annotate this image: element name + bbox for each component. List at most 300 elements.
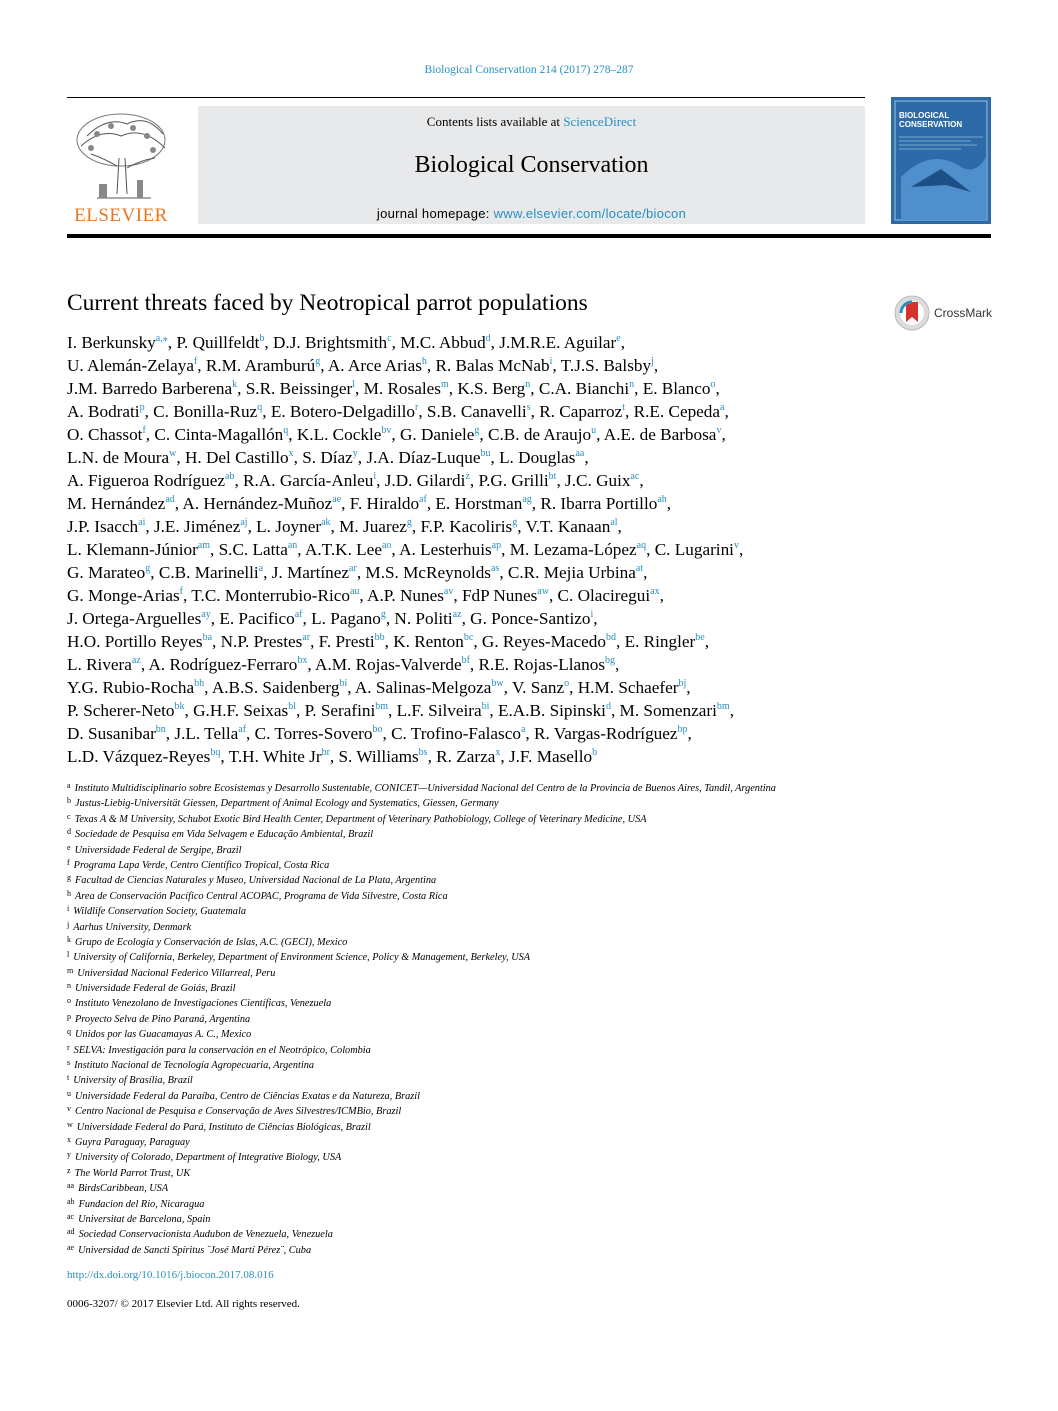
author-name[interactable]: J.F. Masello: [508, 747, 593, 766]
author-affiliation-mark[interactable]: bs: [418, 747, 428, 758]
affiliation-text: Aarhus University, Denmark: [73, 921, 192, 933]
author-affiliation-mark[interactable]: ae: [332, 494, 342, 505]
journal-citation[interactable]: Biological Conservation 214 (2017) 278–287: [424, 64, 634, 76]
affiliation-letter: i: [67, 904, 70, 914]
affiliation-letter: v: [67, 1104, 71, 1114]
affiliation-letter: m: [67, 965, 74, 975]
author-affiliation-mark[interactable]: y: [352, 448, 358, 459]
author-affiliation-mark[interactable]: v: [716, 425, 722, 436]
author-name[interactable]: T.C. Monterrubio-Rico: [191, 586, 350, 605]
author-name[interactable]: J.P. Isacch: [67, 517, 139, 536]
author-affiliation-mark[interactable]: p: [139, 402, 145, 413]
author-name[interactable]: J. Martínez: [271, 563, 350, 582]
author-name[interactable]: J.L. Tella: [174, 724, 239, 743]
author-affiliation-mark[interactable]: bj: [678, 678, 687, 689]
affiliation-letter: a: [67, 781, 71, 790]
affiliation-text: Universidade Federal de Sergipe, Brazil: [74, 844, 242, 856]
author-line: G. Marateo$^g$, C.B. Marinelli$^a$, J. Martínez$^{ar}$, M.S. McReynolds$^{as}$, C.R. Mejia Urbina$^{at}$,: [67, 563, 648, 582]
affiliation-text: Instituto Multidisciplinario sobre Ecosistemas y Desarrollo Sustentable, CONICET—Universidad Nacional del Centro de la Provincia de Buenos Aires, Tandil, Argentina: [74, 783, 776, 794]
author-affiliation-mark[interactable]: l: [352, 379, 355, 390]
author-name[interactable]: A.P. Nunes: [367, 586, 444, 605]
affiliation-item: [67, 1043, 967, 1058]
author-affiliation-mark[interactable]: bm: [716, 701, 730, 712]
affiliation-item: [67, 1058, 967, 1073]
affiliation-text: Facultad de Ciencias Naturales y Museo, Universidad Nacional de La Plata, Argentina: [75, 875, 437, 887]
affiliation-letter: t: [67, 1073, 70, 1083]
affiliation-text: Centro Nacional de Pesquisa e Conservação de Aves Silvestres/ICMBio, Brazil: [75, 1106, 402, 1118]
author-affiliation-mark[interactable]: c: [387, 333, 392, 344]
doi-link[interactable]: http://dx.doi.org/10.1016/j.biocon.2017.08.016: [67, 1269, 274, 1281]
author-name[interactable]: J.E. Jiménez: [153, 517, 241, 536]
author-name[interactable]: L. Klemann-Júnior: [67, 540, 198, 559]
author-name[interactable]: C. Torres-Sovero: [254, 724, 373, 743]
author-name[interactable]: S. Díaz: [302, 448, 353, 467]
author-affiliation-mark[interactable]: h: [421, 356, 427, 367]
author-affiliation-mark[interactable]: bc: [463, 632, 474, 643]
affiliation-text: Universidade Federal da Paraíba, Centro de Ciências Exatas e da Natureza, Brazil: [75, 1090, 421, 1102]
affiliation-text: Grupo de Ecología y Conservación de Islas, A.C. (GECI), Mexico: [75, 936, 348, 948]
journal-cover[interactable]: [891, 97, 991, 224]
author-affiliation-mark[interactable]: w: [169, 448, 177, 459]
author-name[interactable]: L.F. Silveira: [396, 701, 482, 720]
author-affiliation-mark[interactable]: q: [257, 402, 263, 413]
affiliation-item: [67, 1197, 967, 1212]
author-name[interactable]: R. Balas McNab: [435, 356, 550, 375]
author-affiliation-mark[interactable]: ar: [302, 632, 311, 643]
affiliation-item: [67, 966, 967, 981]
affiliation-letter: ac: [67, 1211, 75, 1221]
author-affiliation-mark[interactable]: ad: [165, 494, 175, 505]
author-affiliation-mark[interactable]: o: [710, 379, 716, 390]
affiliation-item: [67, 781, 967, 796]
affiliation-item: [67, 796, 967, 811]
header-thick-rule: [67, 234, 991, 238]
author-affiliation-mark[interactable]: g: [512, 517, 518, 528]
author-affiliation-mark[interactable]: bx: [297, 655, 308, 666]
author-name[interactable]: V.T. Kanaan: [525, 517, 611, 536]
affiliation-text: Instituto Venezolano de Investigaciones Científicas, Venezuela: [75, 998, 332, 1010]
author-name[interactable]: R.E. Cepeda: [633, 402, 721, 421]
affiliation-item: [67, 1243, 967, 1258]
author-name[interactable]: F.P. Kacoliris: [420, 517, 513, 536]
affiliation-letter: ad: [67, 1227, 75, 1237]
affiliation-letter: ae: [67, 1242, 75, 1252]
author-affiliation-mark[interactable]: r: [414, 402, 419, 413]
author-affiliation-mark[interactable]: a,⁎: [155, 333, 168, 344]
affiliation-item: [67, 858, 967, 873]
author-name[interactable]: P. Quillfeldt: [176, 333, 260, 352]
author-name[interactable]: C. Olaciregui: [557, 586, 651, 605]
affiliation-text: Universidad de Sancti Spíritus ¨José Martí Pérez¨, Cuba: [78, 1244, 312, 1256]
author-affiliation-mark[interactable]: ba: [202, 632, 213, 643]
author-affiliation-mark[interactable]: g: [474, 425, 480, 436]
author-affiliation-mark[interactable]: aj: [240, 517, 248, 528]
author-affiliation-mark[interactable]: x: [288, 448, 294, 459]
affiliation-letter: y: [67, 1150, 71, 1160]
author-line: I. Berkunsky$^{a,⁎}$, P. Quillfeldt$^b$, D.J. Brightsmith$^c$, M.C. Abbud$^d$, J.M.R.E. Aguilar$^e$,: [67, 333, 625, 352]
author-name[interactable]: L. Rivera: [67, 655, 132, 674]
author-name[interactable]: K.L. Cockle: [296, 425, 382, 444]
author-name[interactable]: R. Vargas-Rodríguez: [533, 724, 678, 743]
homepage-prefix: journal homepage:: [376, 206, 494, 221]
author-affiliation-mark[interactable]: d: [485, 333, 491, 344]
affiliation-text: Justus-Liebig-Universität Giessen, Department of Animal Ecology and Systematics, Giessen, Germany: [75, 798, 499, 810]
author-affiliation-mark[interactable]: i: [373, 471, 377, 482]
author-affiliation-mark[interactable]: ak: [321, 517, 331, 528]
author-list: [67, 331, 947, 768]
journal-banner: [198, 106, 865, 224]
author-affiliation-mark[interactable]: br: [321, 747, 330, 758]
author-affiliation-mark[interactable]: bp: [677, 724, 688, 735]
author-name[interactable]: U. Alemán-Zelaya: [67, 356, 194, 375]
affiliation-text: Universidad Nacional Federico Villarreal, Peru: [77, 967, 276, 979]
affiliation-text: Guyra Paraguay, Paraguay: [75, 1136, 190, 1148]
author-name[interactable]: J.D. Gilardi: [384, 471, 466, 490]
author-name[interactable]: S.C. Latta: [218, 540, 288, 559]
affiliation-letter: p: [67, 1011, 71, 1021]
affiliation-letter: e: [67, 842, 71, 852]
author-name[interactable]: O. Chassot: [67, 425, 143, 444]
author-affiliation-mark[interactable]: f: [193, 356, 198, 367]
author-affiliation-mark[interactable]: ay: [201, 609, 211, 620]
author-name[interactable]: C. Bonilla-Ruz: [153, 402, 258, 421]
author-name[interactable]: G. Marateo: [67, 563, 146, 582]
author-name[interactable]: H.O. Portillo Reyes: [67, 632, 203, 651]
affiliation-letter: l: [67, 950, 70, 960]
author-affiliation-mark[interactable]: bm: [375, 701, 389, 712]
author-affiliation-mark[interactable]: n: [629, 379, 635, 390]
affiliation-text: Sociedad Conservacionista Audubon de Venezuela, Venezuela: [78, 1229, 333, 1241]
author-line: M. Hernández$^{ad}$, A. Hernández-Muñoz$^{ae}$, F. Hiraldo$^{af}$, E. Horstman$^{ag}$, R. Ibarra Portillo$^{ah}$,: [67, 494, 672, 513]
author-affiliation-mark[interactable]: f: [179, 586, 183, 597]
affiliation-text: Universitat de Barcelona, Spain: [78, 1213, 211, 1225]
author-affiliation-mark[interactable]: ah: [657, 494, 667, 505]
author-name[interactable]: C.A. Bianchi: [538, 379, 630, 398]
affiliation-text: Proyecto Selva de Pino Paraná, Argentina: [75, 1013, 251, 1025]
author-name[interactable]: M. Lezama-López: [509, 540, 637, 559]
author-affiliation-mark[interactable]: u: [591, 425, 597, 436]
author-name[interactable]: F. Presti: [318, 632, 375, 651]
affiliation-item: [67, 1150, 967, 1165]
affiliation-item: [67, 1212, 967, 1227]
author-name[interactable]: Y.G. Rubio-Rocha: [67, 678, 195, 697]
author-name[interactable]: A. Salinas-Melgoza: [354, 678, 492, 697]
author-affiliation-mark[interactable]: bu: [480, 448, 491, 459]
author-name[interactable]: M. Juarez: [339, 517, 407, 536]
author-name[interactable]: G. Daniele: [399, 425, 475, 444]
affiliation-item: [67, 1012, 967, 1027]
author-affiliation-mark[interactable]: ai: [138, 517, 146, 528]
affiliation-text: SELVA: Investigación para la conservación en el Neotrópico, Colombia: [73, 1044, 371, 1056]
author-name[interactable]: I. Berkunsky: [67, 333, 156, 352]
journal-title: Biological Conservation: [414, 152, 649, 178]
author-affiliation-mark[interactable]: e: [616, 333, 621, 344]
author-name[interactable]: M. Somenzari: [619, 701, 717, 720]
author-affiliation-mark[interactable]: v: [733, 540, 739, 551]
author-affiliation-mark[interactable]: bf: [461, 655, 470, 666]
affiliation-letter: r: [67, 1042, 70, 1052]
author-name[interactable]: M. Rosales: [363, 379, 441, 398]
author-affiliation-mark[interactable]: bb: [374, 632, 385, 643]
affiliation-item: [67, 1104, 967, 1119]
author-name[interactable]: L. Douglas: [499, 448, 576, 467]
affiliation-text: University of Colorado, Department of Integrative Biology, USA: [75, 1152, 342, 1164]
author-affiliation-mark[interactable]: av: [443, 586, 454, 597]
author-affiliation-mark[interactable]: t: [622, 402, 626, 413]
author-name[interactable]: E. Pacifico: [219, 609, 295, 628]
affiliation-letter: b: [67, 796, 71, 806]
author-name[interactable]: P. Scherer-Neto: [67, 701, 175, 720]
affiliation-letter: n: [67, 981, 71, 991]
author-affiliation-mark[interactable]: be: [695, 632, 705, 643]
author-affiliation-mark[interactable]: an: [287, 540, 298, 551]
author-name[interactable]: C. Trofino-Falasco: [391, 724, 521, 743]
author-name[interactable]: A.B.S. Saidenberg: [211, 678, 340, 697]
affiliation-list: [67, 781, 967, 1258]
author-affiliation-mark[interactable]: bn: [155, 724, 166, 735]
affiliation-text: Wildlife Conservation Society, Guatemala: [73, 906, 246, 918]
author-affiliation-mark[interactable]: f: [142, 425, 146, 436]
affiliation-item: [67, 1089, 967, 1104]
author-name[interactable]: S. Williams: [338, 747, 419, 766]
author-affiliation-mark[interactable]: b: [592, 747, 598, 758]
author-name[interactable]: A. Rodríguez-Ferraro: [148, 655, 298, 674]
affiliation-item: [67, 889, 967, 904]
author-affiliation-mark[interactable]: bg: [605, 655, 616, 666]
author-affiliation-mark[interactable]: a: [520, 724, 526, 735]
author-name[interactable]: N. Politi: [394, 609, 453, 628]
author-name[interactable]: P. Serafini: [304, 701, 376, 720]
author-name[interactable]: A.M. Rojas-Valverde: [315, 655, 462, 674]
affiliation-letter: k: [67, 934, 71, 944]
affiliation-item: [67, 996, 967, 1011]
affiliation-text: Unidos por las Guacamayas A. C., Mexico: [75, 1029, 252, 1041]
affiliation-letter: q: [67, 1027, 71, 1037]
author-affiliation-mark[interactable]: z: [465, 471, 470, 482]
author-line: U. Alemán-Zelaya$^f$, R.M. Aramburú$^g$, A. Arce Arias$^h$, R. Balas McNab$^i$, T.J.S. Balsby$^j$,: [67, 356, 659, 375]
author-name[interactable]: N.P. Prestes: [220, 632, 303, 651]
author-affiliation-mark[interactable]: q: [283, 425, 289, 436]
author-name[interactable]: R. Zarza: [436, 747, 496, 766]
affiliation-item: [67, 1073, 967, 1088]
author-affiliation-mark[interactable]: aq: [636, 540, 647, 551]
author-affiliation-mark[interactable]: bv: [381, 425, 392, 436]
author-name[interactable]: P.G. Grilli: [478, 471, 549, 490]
author-affiliation-mark[interactable]: al: [610, 517, 618, 528]
author-line: L. Rivera$^{az}$, A. Rodríguez-Ferraro$^{bx}$, A.M. Rojas-Valverde$^{bf}$, R.E. Rojas-Llanos$^{bg}$,: [67, 655, 620, 674]
author-affiliation-mark[interactable]: bq: [210, 747, 221, 758]
author-name[interactable]: L. Joyner: [256, 517, 322, 536]
author-affiliation-mark[interactable]: d: [605, 701, 611, 712]
author-line: H.O. Portillo Reyes$^{ba}$, N.P. Prestes$^{ar}$, F. Presti$^{bb}$, K. Renton$^{bc}$, G. Reyes-Macedo$^{bd}$, E. Ringler$^{be}$,: [67, 632, 709, 651]
author-affiliation-mark[interactable]: a: [258, 563, 264, 574]
author-affiliation-mark[interactable]: g: [145, 563, 151, 574]
author-name[interactable]: A.T.K. Lee: [304, 540, 382, 559]
author-affiliation-mark[interactable]: m: [440, 379, 449, 390]
author-name[interactable]: A. Lesterhuis: [399, 540, 492, 559]
author-name[interactable]: T.J.S. Balsby: [560, 356, 652, 375]
author-name[interactable]: D. Susanibar: [67, 724, 156, 743]
affiliation-item: [67, 843, 967, 858]
affiliation-item: [67, 904, 967, 919]
author-affiliation-mark[interactable]: ar: [349, 563, 357, 574]
author-affiliation-mark[interactable]: bi: [339, 678, 348, 689]
author-name[interactable]: J.M. Barredo Barberena: [67, 379, 233, 398]
author-affiliation-mark[interactable]: bw: [491, 678, 504, 689]
author-affiliation-mark[interactable]: bi: [481, 701, 490, 712]
affiliation-letter: o: [67, 996, 71, 1006]
affiliation-item: [67, 1120, 967, 1135]
author-affiliation-mark[interactable]: ax: [650, 586, 660, 597]
affiliation-item: [67, 812, 967, 827]
author-name[interactable]: J.C. Guix: [565, 471, 631, 490]
author-affiliation-mark[interactable]: at: [635, 563, 644, 574]
affiliation-item: [67, 950, 967, 965]
author-name[interactable]: G.H.F. Seixas: [193, 701, 289, 720]
author-name[interactable]: R.A. García-Anleu: [243, 471, 374, 490]
author-name[interactable]: K. Renton: [393, 632, 464, 651]
affiliation-text: Sociedade de Pesquisa em Vida Selvagem e Educação Ambiental, Brazil: [75, 829, 374, 841]
author-line: G. Monge-Arias$^f$, T.C. Monterrubio-Rico$^{au}$, A.P. Nunes$^{av}$, FdP Nunes$^{aw}$, C. Olaciregui$^{ax}$,: [67, 586, 664, 605]
homepage-link[interactable]: www.elsevier.com/locate/biocon: [493, 206, 687, 221]
author-name[interactable]: V. Sanz: [511, 678, 565, 697]
author-affiliation-mark[interactable]: i: [590, 609, 594, 620]
author-name[interactable]: J. Ortega-Arguelles: [67, 609, 202, 628]
author-affiliation-mark[interactable]: ac: [630, 471, 640, 482]
author-name[interactable]: C.B. de Araujo: [488, 425, 592, 444]
author-affiliation-mark[interactable]: x: [495, 747, 501, 758]
author-affiliation-mark[interactable]: g: [380, 609, 386, 620]
affiliation-letter: j: [67, 919, 70, 929]
author-name[interactable]: L.N. de Moura: [67, 448, 170, 467]
author-affiliation-mark[interactable]: bd: [606, 632, 616, 643]
author-affiliation-mark[interactable]: a: [720, 402, 725, 413]
affiliation-letter: d: [67, 827, 71, 837]
author-name[interactable]: T.H. White Jr: [228, 747, 322, 766]
author-affiliation-mark[interactable]: am: [197, 540, 211, 551]
author-name[interactable]: R. Ibarra Portillo: [540, 494, 658, 513]
author-affiliation-mark[interactable]: ao: [381, 540, 392, 551]
author-affiliation-mark[interactable]: as: [490, 563, 500, 574]
author-name[interactable]: G. Ponce-Santizo: [470, 609, 591, 628]
author-name[interactable]: R. Caparroz: [539, 402, 623, 421]
author-affiliation-mark[interactable]: bk: [174, 701, 185, 712]
author-affiliation-mark[interactable]: bt: [548, 471, 557, 482]
author-affiliation-mark[interactable]: au: [349, 586, 360, 597]
author-affiliation-mark[interactable]: j: [651, 356, 654, 367]
author-name[interactable]: S.R. Beissinger: [245, 379, 353, 398]
author-name[interactable]: C. Lugarini: [654, 540, 734, 559]
author-line: P. Scherer-Neto$^{bk}$, G.H.F. Seixas$^{bl}$, P. Serafini$^{bm}$, L.F. Silveira$^{bi}$, E.A.B. Sipinski$^d$, M. Somenzari$^{bm}$,: [67, 701, 734, 720]
affiliation-item: [67, 873, 967, 888]
author-name[interactable]: R.E. Rojas-Llanos: [478, 655, 606, 674]
author-line: Y.G. Rubio-Rocha$^{bh}$, A.B.S. Saidenberg$^{bi}$, A. Salinas-Melgoza$^{bw}$, V. Sanz$^o$, H.M. Schaefer$^{bj}$,: [67, 678, 691, 697]
author-affiliation-mark[interactable]: ag: [522, 494, 532, 505]
author-affiliation-mark[interactable]: o: [564, 678, 570, 689]
author-affiliation-mark[interactable]: s: [526, 402, 531, 413]
affiliation-letter: w: [67, 1119, 73, 1129]
author-name[interactable]: S.B. Canavelli: [426, 402, 527, 421]
author-affiliation-mark[interactable]: bo: [372, 724, 383, 735]
author-affiliation-mark[interactable]: n: [525, 379, 531, 390]
author-name[interactable]: H.M. Schaefer: [577, 678, 679, 697]
author-name[interactable]: G. Reyes-Macedo: [481, 632, 606, 651]
author-name[interactable]: M.S. McReynolds: [365, 563, 491, 582]
author-name[interactable]: L.D. Vázquez-Reyes: [67, 747, 211, 766]
affiliation-text: Instituto Nacional de Tecnología Agropecuaria, Argentina: [74, 1060, 314, 1072]
author-affiliation-mark[interactable]: bl: [288, 701, 296, 712]
author-affiliation-mark[interactable]: i: [549, 356, 553, 367]
contents-line: [198, 114, 865, 130]
author-name[interactable]: M. Hernández: [67, 494, 166, 513]
author-name[interactable]: FdP Nunes: [461, 586, 538, 605]
author-name[interactable]: H. Del Castillo: [184, 448, 289, 467]
affiliation-text: Universidade Federal do Pará, Instituto de Ciências Biológicas, Brazil: [76, 1121, 371, 1133]
author-affiliation-mark[interactable]: af: [419, 494, 427, 505]
affiliation-text: The World Parrot Trust, UK: [74, 1167, 191, 1179]
author-affiliation-mark[interactable]: aw: [537, 586, 549, 597]
author-affiliation-mark[interactable]: aa: [575, 448, 585, 459]
author-name[interactable]: E. Blanco: [642, 379, 711, 398]
author-name[interactable]: M.C. Abbud: [400, 333, 486, 352]
author-name[interactable]: J.A. Díaz-Luque: [366, 448, 481, 467]
author-name[interactable]: A. Figueroa Rodríguez: [67, 471, 225, 490]
author-name[interactable]: L. Pagano: [311, 609, 381, 628]
author-name[interactable]: C. Cinta-Magallón: [154, 425, 284, 444]
author-name[interactable]: K.S. Berg: [457, 379, 526, 398]
author-name[interactable]: A.E. de Barbosa: [603, 425, 717, 444]
author-affiliation-mark[interactable]: g: [406, 517, 412, 528]
author-name[interactable]: R.M. Aramburú: [205, 356, 316, 375]
author-line: A. Bodrati$^p$, C. Bonilla-Ruz$^q$, E. Botero-Delgadillo$^r$, S.B. Canavelli$^s$, R. Caparroz$^t$, R.E. Cepeda$^a$,: [67, 402, 729, 421]
author-name[interactable]: E. Horstman: [435, 494, 523, 513]
affiliation-item: [67, 935, 967, 950]
author-name[interactable]: G. Monge-Arias: [67, 586, 180, 605]
author-name[interactable]: D.J. Brightsmith: [273, 333, 388, 352]
author-name[interactable]: C.R. Mejia Urbina: [507, 563, 636, 582]
elsevier-wordmark: ELSEVIER: [74, 205, 168, 226]
author-line: L.D. Vázquez-Reyes$^{bq}$, T.H. White $Jr^{br}$, S. Williams$^{bs}$, R. Zarza$^x$, J.F. Masello$^b$: [67, 747, 598, 766]
author-affiliation-mark[interactable]: ab: [225, 471, 235, 482]
author-affiliation-mark[interactable]: b: [259, 333, 265, 344]
affiliation-item: [67, 1181, 967, 1196]
author-name[interactable]: E.A.B. Sipinski: [498, 701, 606, 720]
author-name[interactable]: E. Botero-Delgadillo: [270, 402, 415, 421]
author-affiliation-mark[interactable]: k: [232, 379, 238, 390]
sciencedirect-link[interactable]: ScienceDirect: [563, 114, 637, 129]
author-affiliation-mark[interactable]: g: [315, 356, 321, 367]
affiliation-text: Area de Conservación Pacífico Central ACOPAC, Programa de Vida Silvestre, Costa Rica: [75, 890, 448, 902]
author-line: A. Figueroa Rodríguez$^{ab}$, R.A. García-Anleu$^i$, J.D. Gilardi$^z$, P.G. Grilli$^{bt}$, J.C. Guix$^{ac}$,: [67, 471, 644, 490]
affiliation-letter: x: [67, 1134, 71, 1144]
author-affiliation-mark[interactable]: af: [238, 724, 247, 735]
author-affiliation-mark[interactable]: az: [131, 655, 141, 666]
cover-title: BIOLOGICAL CONSERVATION: [899, 111, 963, 129]
author-name[interactable]: J.M.R.E. Aguilar: [499, 333, 617, 352]
author-line: L. Klemann-Júnior$^{am}$, S.C. Latta$^{an}$, A.T.K. Lee$^{ao}$, A. Lesterhuis$^{ap}$, M. Lezama-López$^{aq}$, C. Lugarini$^v$,: [67, 540, 744, 559]
author-name[interactable]: E. Ringler: [624, 632, 696, 651]
author-name[interactable]: F. Hiraldo: [349, 494, 420, 513]
author-name[interactable]: C.B. Marinelli: [158, 563, 259, 582]
author-name[interactable]: A. Bodrati: [67, 402, 140, 421]
affiliation-text: University of Brasília, Brazil: [73, 1075, 193, 1087]
author-affiliation-mark[interactable]: ap: [491, 540, 502, 551]
author-affiliation-mark[interactable]: af: [294, 609, 303, 620]
author-name[interactable]: A. Hernández-Muñoz: [182, 494, 333, 513]
author-affiliation-mark[interactable]: az: [452, 609, 462, 620]
author-name[interactable]: A. Arce Arias: [327, 356, 422, 375]
author-affiliation-mark[interactable]: bh: [194, 678, 205, 689]
